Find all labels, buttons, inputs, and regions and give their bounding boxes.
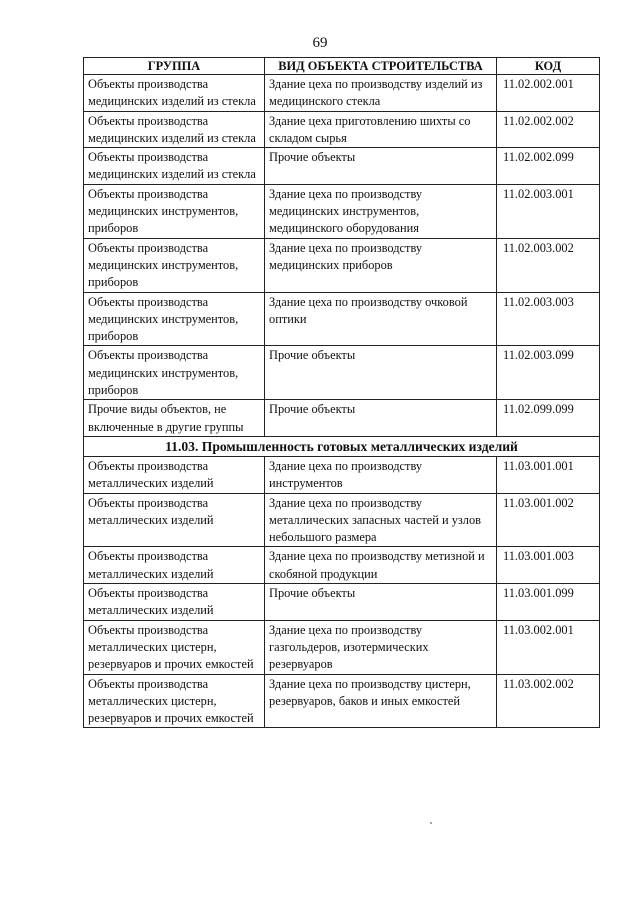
group-cell: Объекты производства медицинских инструментов, приборов [84,184,265,238]
type-cell: Здание цеха по производству метизной и скобяной продукции [265,547,497,584]
type-cell: Прочие объекты [265,148,497,185]
code-cell: 11.03.001.002 [497,493,600,547]
type-cell: Здание цеха по производству инструментов [265,456,497,493]
group-cell: Объекты производства медицинских инструментов, приборов [84,238,265,292]
type-cell: Здание цеха по производству очковой оптики [265,292,497,346]
group-cell: Объекты производства металлических изделий [84,584,265,621]
table-row [84,493,600,547]
table-header-row [84,58,600,75]
table-row [84,75,600,112]
table-row [84,148,600,185]
group-cell: Объекты производства медицинских изделий из стекла [84,148,265,185]
table-row [84,292,600,346]
page-number: 69 [312,35,328,51]
code-cell: 11.03.002.002 [497,674,600,728]
group-cell: Прочие виды объектов, не включенные в другие группы [84,400,265,437]
column-header-group: ГРУППА [84,58,265,75]
code-cell: 11.02.099.099 [497,400,600,437]
table-row [84,111,600,148]
code-cell: 11.03.001.099 [497,584,600,621]
group-cell: Объекты производства металлических изделий [84,456,265,493]
column-header-code: КОД [497,58,600,75]
table-row [84,547,600,584]
type-cell: Здание цеха по производству изделий из медицинского стекла [265,75,497,112]
type-cell: Здание цеха приготовлению шихты со складом сырья [265,111,497,148]
type-cell: Здание цеха по производству цистерн, резервуаров, баков и иных емкостей [265,674,497,728]
group-cell: Объекты производства металлических цистерн, резервуаров и прочих емкостей [84,620,265,674]
group-cell: Объекты производства медицинских изделий из стекла [84,111,265,148]
group-cell: Объекты производства медицинских инструментов, приборов [84,292,265,346]
code-cell: 11.02.003.002 [497,238,600,292]
group-cell: Объекты производства металлических изделий [84,547,265,584]
section-heading: 11.03. Промышленность готовых металлических изделий [84,436,600,456]
construction-objects-table [83,57,600,728]
column-header-type: ВИД ОБЪЕКТА СТРОИТЕЛЬСТВА [265,58,497,75]
table-row [84,620,600,674]
group-cell: Объекты производства металлических цистерн, резервуаров и прочих емкостей [84,674,265,728]
table-row [84,456,600,493]
code-cell: 11.02.003.001 [497,184,600,238]
code-cell: 11.03.001.001 [497,456,600,493]
code-cell: 11.03.001.003 [497,547,600,584]
table-row [84,346,600,400]
group-cell: Объекты производства медицинских изделий из стекла [84,75,265,112]
type-cell: Здание цеха по производству металлических запасных частей и узлов небольшого размера [265,493,497,547]
code-cell: 11.03.002.001 [497,620,600,674]
type-cell: Здание цеха по производству медицинских инструментов, медицинского оборудования [265,184,497,238]
group-cell: Объекты производства медицинских инструментов, приборов [84,346,265,400]
code-cell: 11.02.002.002 [497,111,600,148]
type-cell: Прочие объекты [265,584,497,621]
type-cell: Здание цеха по производству медицинских приборов [265,238,497,292]
type-cell: Прочие объекты [265,400,497,437]
table-row [84,584,600,621]
type-cell: Здание цеха по производству газгольдеров, изотермических резервуаров [265,620,497,674]
table-row [84,184,600,238]
code-cell: 11.02.003.003 [497,292,600,346]
group-cell: Объекты производства металлических изделий [84,493,265,547]
section-heading-row [84,436,600,456]
table-row [84,674,600,728]
code-cell: 11.02.002.001 [497,75,600,112]
table-row [84,238,600,292]
scan-speck [430,822,432,824]
type-cell: Прочие объекты [265,346,497,400]
table-row [84,400,600,437]
code-cell: 11.02.002.099 [497,148,600,185]
code-cell: 11.02.003.099 [497,346,600,400]
